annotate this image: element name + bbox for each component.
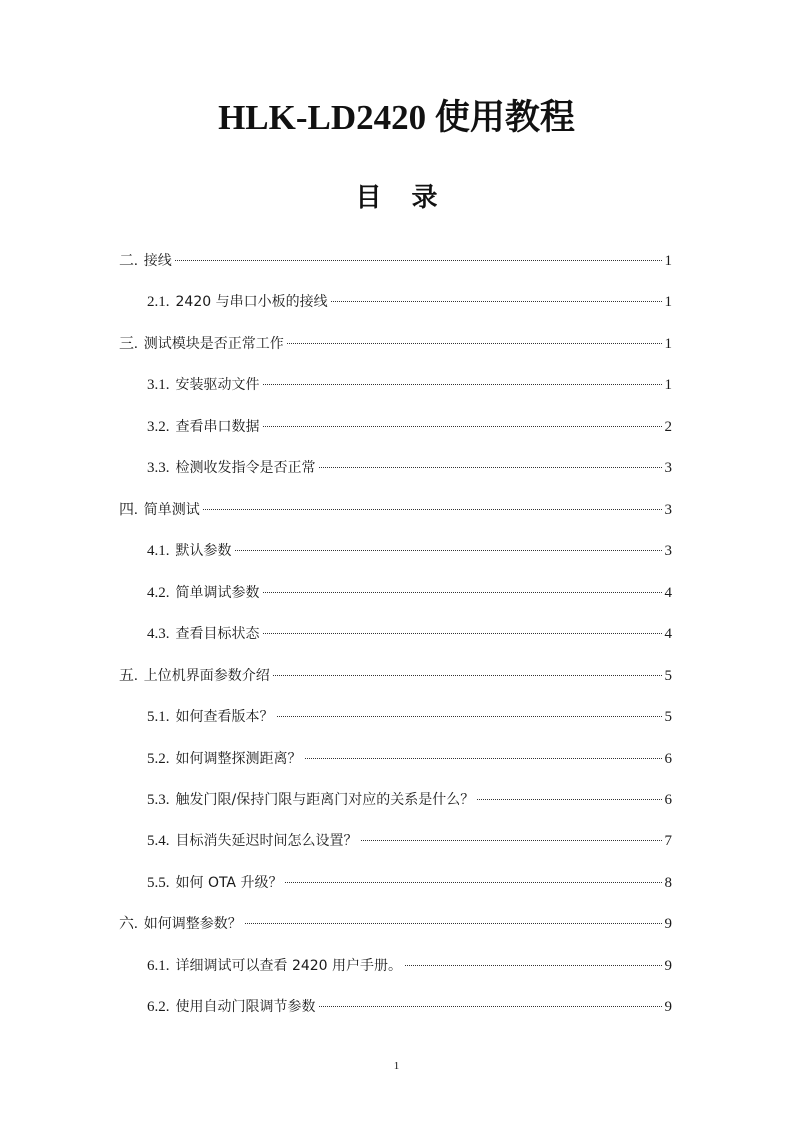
toc-entry-text: 测试模块是否正常工作 [143,336,284,352]
toc-leader-dots [235,550,662,551]
toc-entry-5-3[interactable] [147,789,672,811]
toc-entry-4-1[interactable] [147,540,672,562]
toc-entry-number: 4.2. [147,585,170,601]
toc-leader-dots [263,592,662,593]
toc-entry-page: 4 [664,626,672,642]
toc-entry-5-1[interactable] [147,706,672,728]
toc-entry-number: 五. [119,668,138,684]
toc-entry-4-3[interactable] [147,623,672,645]
toc-leader-dots [287,343,662,344]
toc-leader-dots [319,1006,662,1007]
toc-entry-text: 简单测试 [143,502,200,518]
toc-entry-text: 详细调试可以查看 2420 用户手册。 [175,958,403,974]
toc-entry-page: 9 [664,958,672,974]
toc-entry-6[interactable] [119,913,672,935]
toc-entry-number: 4.1. [147,543,170,559]
toc-entry-6-1[interactable] [147,955,672,977]
toc-leader-dots [331,301,662,302]
toc-leader-dots [285,882,661,883]
toc-entry-page: 3 [664,460,672,476]
toc-entry-text: 检测收发指令是否正常 [175,460,316,476]
toc-leader-dots [477,799,661,800]
toc-entry-number: 5.4. [147,833,170,849]
toc-leader-dots [263,426,662,427]
toc-entry-6-2[interactable] [147,996,672,1018]
toc-entry-number: 5.3. [147,792,170,808]
toc-leader-dots [203,509,662,510]
toc-entry-text: 目标消失延迟时间怎么设置？ [175,833,358,849]
toc-entry-3[interactable] [119,333,672,355]
toc-entry-page: 1 [664,336,672,352]
toc-entry-number: 3.2. [147,419,170,435]
toc-entry-5-5[interactable] [147,872,672,894]
toc-entry-page: 4 [664,585,672,601]
toc-entry-number: 3.1. [147,377,170,393]
toc-leader-dots [245,923,662,924]
toc-heading-right: 录 [411,183,438,213]
toc-entry-5[interactable] [119,665,672,687]
toc-entry-number: 二. [119,253,138,269]
toc-entry-number: 三. [119,336,138,352]
toc-entry-number: 5.1. [147,709,170,725]
toc-entry-page: 8 [664,875,672,891]
toc-entry-number: 3.3. [147,460,170,476]
toc-entry-page: 9 [664,916,672,932]
toc-entry-text: 如何 OTA 升级？ [175,875,283,891]
toc-entry-3-3[interactable] [147,457,672,479]
toc-entry-text: 如何查看版本？ [175,709,274,725]
toc-entry-number: 6.2. [147,999,170,1015]
toc-leader-dots [319,467,662,468]
toc-entry-page: 5 [664,668,672,684]
toc-entry-page: 2 [664,419,672,435]
toc-entry-3-2[interactable] [147,416,672,438]
toc-entry-number: 六. [119,916,138,932]
toc-entry-5-4[interactable] [147,830,672,852]
toc-entry-page: 6 [664,792,672,808]
toc-entry-text: 默认参数 [175,543,232,559]
toc-entry-2-1[interactable] [147,291,672,313]
toc-entry-number: 2.1. [147,294,170,310]
toc-entry-text: 如何调整参数？ [143,916,242,932]
toc-entry-number: 5.2. [147,751,170,767]
toc-entry-text: 简单调试参数 [175,585,260,601]
toc-entry-text: 如何调整探测距离？ [175,751,302,767]
toc-entry-text: 触发门限/保持门限与距离门对应的关系是什么？ [175,792,475,808]
toc-leader-dots [263,633,662,634]
toc-heading-left: 目 [355,183,382,213]
toc-entry-number: 4.3. [147,626,170,642]
toc-entry-page: 6 [664,751,672,767]
toc-entry-text: 使用自动门限调节参数 [175,999,316,1015]
toc-entry-page: 9 [664,999,672,1015]
toc-entry-page: 3 [664,543,672,559]
toc-entry-page: 1 [664,253,672,269]
toc-leader-dots [175,260,662,261]
toc-entry-number: 四. [119,502,138,518]
toc-leader-dots [305,758,662,759]
toc-entry-page: 7 [664,833,672,849]
toc-entry-4-2[interactable] [147,582,672,604]
toc-entry-5-2[interactable] [147,748,672,770]
toc-entry-page: 1 [664,294,672,310]
toc-entry-3-1[interactable] [147,374,672,396]
toc-entry-text: 上位机界面参数介绍 [143,668,270,684]
toc-entry-page: 3 [664,502,672,518]
toc-leader-dots [277,716,662,717]
toc-leader-dots [361,840,662,841]
toc-entry-number: 5.5. [147,875,170,891]
toc-entry-2[interactable] [119,250,672,272]
toc-leader-dots [263,384,662,385]
toc-entry-text: 安装驱动文件 [175,377,260,393]
toc-entry-number: 6.1. [147,958,170,974]
toc-entry-page: 5 [664,709,672,725]
toc-leader-dots [405,965,661,966]
toc-leader-dots [273,675,662,676]
toc-entry-text: 查看目标状态 [175,626,260,642]
document-title: HLK-LD2420 使用教程 [218,98,575,137]
toc-heading [0,180,793,216]
toc-entry-text: 2420 与串口小板的接线 [175,294,328,310]
page-number: 1 [393,1060,400,1072]
toc-entry-4[interactable] [119,499,672,521]
toc-entry-text: 查看串口数据 [175,419,260,435]
toc-entry-page: 1 [664,377,672,393]
toc-entry-text: 接线 [143,253,172,269]
